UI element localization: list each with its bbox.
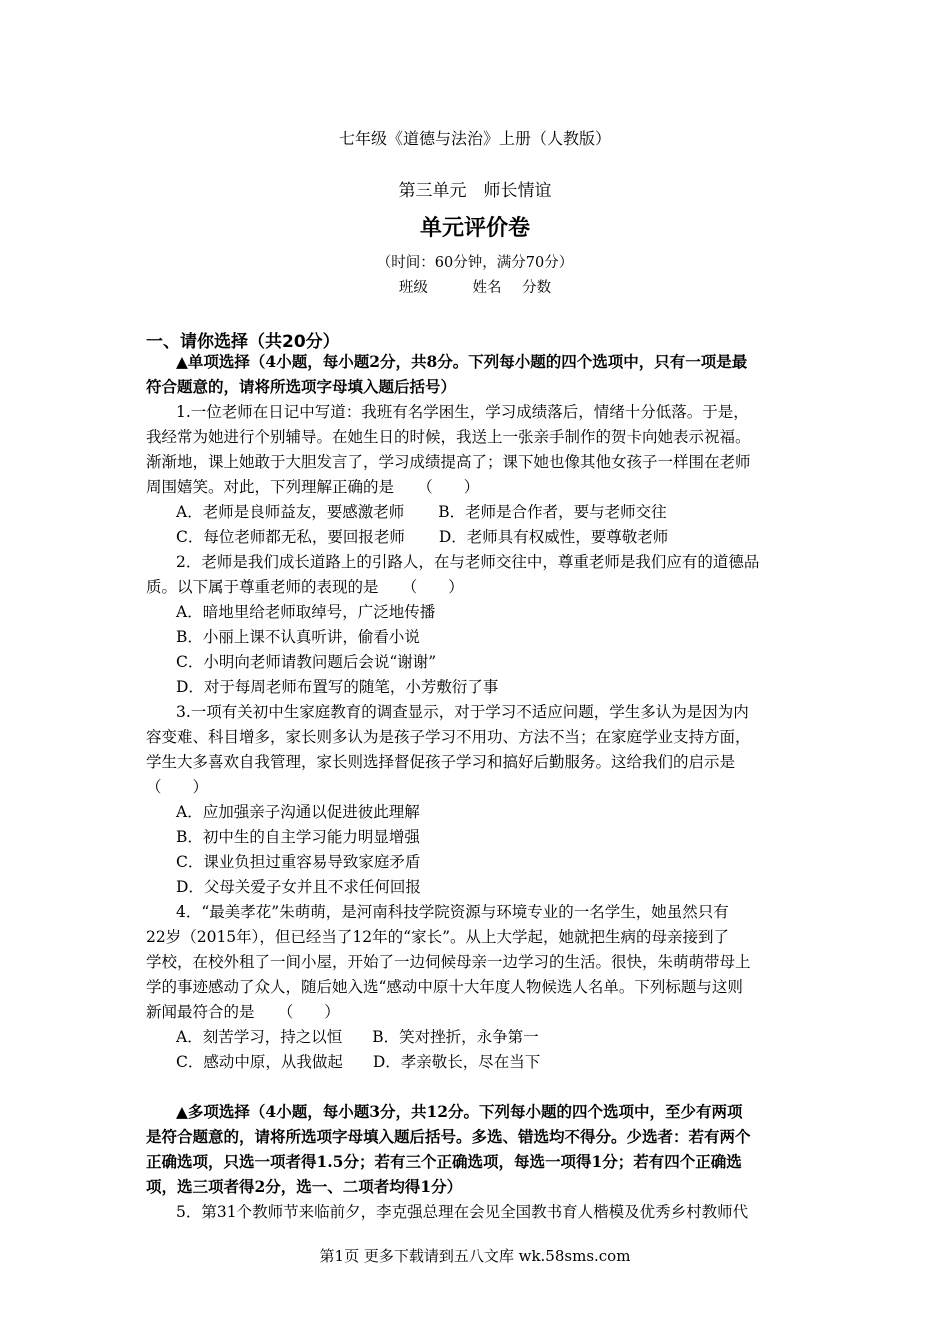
single-choice-instruction: 符合题意的，请将所选项字母填入题后括号） (146, 377, 457, 396)
question-1-options-row (176, 502, 667, 522)
document-title: 七年级《道德与法治》上册（人教版） (338, 129, 611, 148)
time-info: （时间：60分钟，满分70分） (376, 255, 574, 271)
option-b: B．小丽上课不认真听讲，偷看小说 (176, 628, 420, 646)
question-2-text: 2．老师是我们成长道路上的引路人，在与老师交往中，尊重老师是我们应有的道德品 (176, 553, 760, 571)
option-a: A．应加强亲子沟通以促进彼此理解 (176, 803, 420, 821)
question-5-text: 5．第31个教师节来临前夕，李克强总理在会见全国教书育人楷模及优秀乡村教师代 (176, 1203, 749, 1221)
question-1-text: 周围嬉笑。对此，下列理解正确的是 （ ） (146, 478, 480, 496)
option-b: B．初中生的自主学习能力明显增强 (176, 828, 420, 846)
option-c: C．小明向老师请教问题后会说“谢谢” (176, 653, 437, 671)
option-c: C．感动中原，从我做起 (176, 1053, 343, 1071)
option-c: C．课业负担过重容易导致家庭矛盾 (176, 853, 421, 871)
option-d: D．孝亲敬长，尽在当下 (372, 1053, 541, 1071)
question-4-text: 学校，在校外租了一间小屋，开始了一边伺候母亲一边学习的生活。很快，朱萌萌带母上 (146, 953, 751, 971)
unit-title: 第三单元 师长情谊 (398, 181, 552, 201)
option-a: A．暗地里给老师取绰号，广泛地传播 (176, 603, 436, 621)
name-label: 姓名 (472, 280, 502, 296)
question-1-text: 渐渐地，课上她敢于大胆发言了，学习成绩提高了；课下她也像其他女孩子一样围在老师 (146, 453, 751, 471)
class-label: 班级 (398, 280, 428, 296)
question-3-text: （ ） (146, 778, 209, 796)
question-2-text: 质。以下属于尊重老师的表现的是 （ ） (146, 578, 464, 596)
multi-choice-instruction: 项，选三项者得2分，选一、二项者均得1分） (146, 1177, 463, 1196)
question-3-text: 容变难、科目增多，家长则多认为是孩子学习不用功、方法不当；在家庭学业支持方面， (146, 728, 751, 746)
question-4-options-row (176, 1027, 539, 1047)
option-c: C．每位老师都无私，要回报老师 (176, 528, 405, 546)
option-d: D．老师具有权威性，要尊敬老师 (438, 528, 669, 546)
question-1-options-row (176, 527, 668, 547)
question-3-text: 3.一项有关初中生家庭教育的调查显示，对于学习不适应问题，学生多认为是因为内 (176, 703, 749, 721)
page-footer: 第1页 更多下载请到五八文库 wk.58sms.com (319, 1247, 631, 1265)
multi-choice-instruction: 正确选项，只选一项者得1.5分；若有三个正确选项，每选一项得1分；若有四个正确选 (146, 1152, 742, 1171)
question-3-text: 学生大多喜欢自我管理，家长则选择督促孩子学习和搞好后勤服务。这给我们的启示是 (146, 753, 736, 771)
question-4-text: 22岁（2015年），但已经当了12年的“家长”。从上大学起，她就把生病的母亲接到了 (146, 928, 729, 946)
option-d: D．对于每周老师布置写的随笔，小芳敷衍了事 (176, 678, 499, 696)
question-1-text: 1.一位老师在日记中写道：我班有名学困生，学习成绩落后，情绪十分低落。于是， (176, 403, 749, 421)
exam-title: 单元评价卷 (419, 215, 530, 241)
question-1-text: 我经常为她进行个别辅导。在她生日的时候，我送上一张亲手制作的贺卡向她表示祝福。 (146, 428, 751, 446)
question-4-text: 4．“最美孝花”朱萌萌，是河南科技学院资源与环境专业的一名学生，她虽然只有 (176, 903, 729, 921)
question-4-options-row (176, 1052, 540, 1072)
option-a: A．刻苦学习，持之以恒 (176, 1028, 343, 1046)
multi-choice-instruction: ▲多项选择（4小题，每小题3分，共12分。下列每小题的四个选项中，至少有两项 (176, 1102, 743, 1121)
student-info-line (0, 276, 950, 297)
question-4-text: 新闻最符合的是 （ ） (146, 1003, 340, 1021)
question-4-text: 学的事迹感动了众人，随后她入选“感动中原十大年度人物候选人名单。下列标题与这则 (146, 978, 743, 996)
section-heading: 一、请你选择（共20分） (146, 332, 340, 352)
multi-choice-instruction: 是符合题意的，请将所选项字母填入题后括号。多选、错选均不得分。少选者：若有两个 (146, 1127, 751, 1146)
option-a: A．老师是良师益友，要感激老师 (176, 503, 405, 521)
option-d: D．父母关爱子女并且不求任何回报 (176, 878, 421, 896)
option-b: B．笑对挫折，永争第一 (372, 1028, 539, 1046)
option-b: B．老师是合作者，要与老师交往 (438, 503, 667, 521)
score-label: 分数 (522, 280, 552, 296)
single-choice-instruction: ▲单项选择（4小题，每小题2分，共8分。下列每小题的四个选项中，只有一项是最 (176, 352, 748, 371)
